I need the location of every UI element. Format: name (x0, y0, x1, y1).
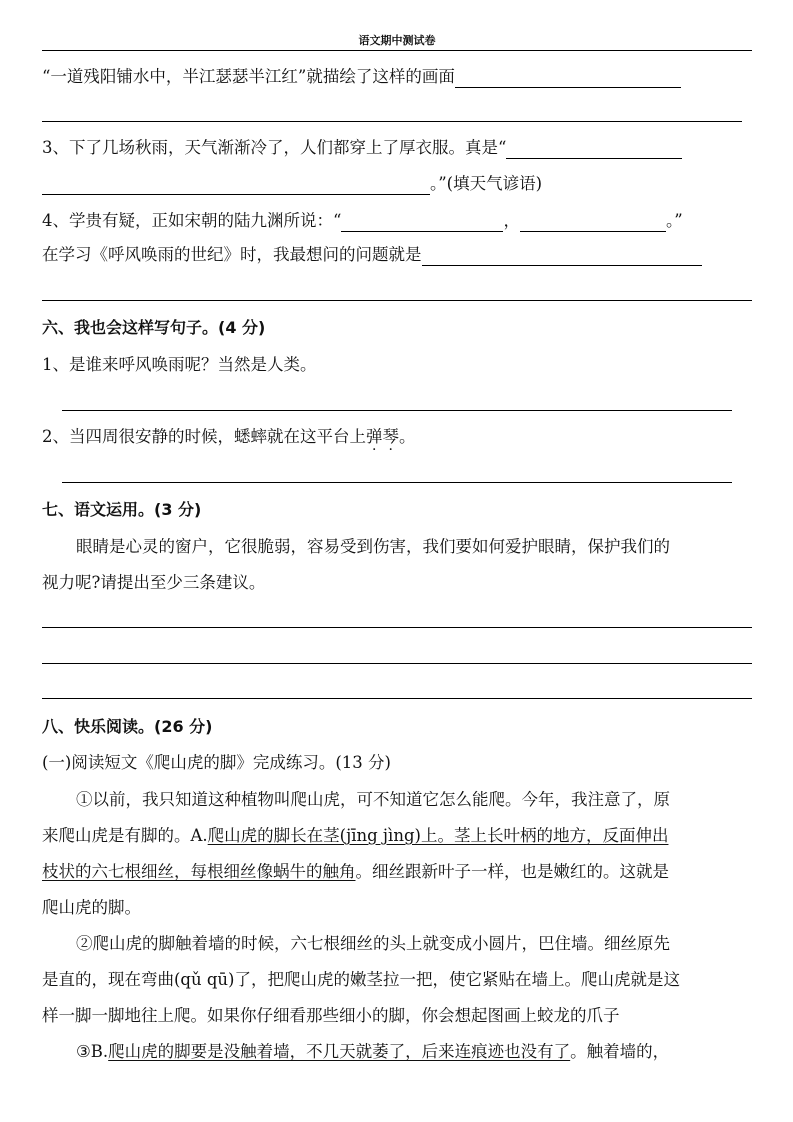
answer-line[interactable] (62, 410, 732, 411)
answer-line[interactable] (42, 627, 752, 628)
s5-q3-end: 。”(填天气谚语) (430, 174, 543, 193)
emphasis-char: 弹 (366, 427, 383, 446)
header-divider (42, 50, 752, 51)
s6-q2-text: 2、当四周很安静的时候，蟋蟀就在这平台上 (42, 427, 366, 446)
section-7-title: 七、语文运用。(3 分) (42, 500, 202, 519)
s8-subtitle: (一)阅读短文《爬山虎的脚》完成练习。(13 分) (42, 753, 391, 772)
s6-q2-end: 。 (399, 427, 416, 446)
answer-blank[interactable] (422, 248, 702, 266)
s5-q4-end: 。” (665, 211, 683, 230)
s5-q4-line2 (42, 244, 752, 266)
s8-p3-line-1 (42, 1041, 752, 1063)
emphasis-char: 琴 (382, 427, 399, 446)
answer-blank[interactable] (506, 141, 682, 159)
s8-p2-line-2: 是直的，现在弯曲(qǔ qū)了，把爬山虎的嫩茎拉一把，使它紧贴在墙上。爬山虎就是这 (42, 970, 680, 989)
s8-p1-text: 。细丝跟新叶子一样，也是嫩红的。这就是 (355, 862, 669, 881)
s5-q3 (42, 137, 752, 159)
s8-p1-line-3 (42, 861, 752, 883)
page-header-title: 语文期中测试卷 (358, 34, 436, 47)
answer-blank[interactable] (520, 214, 666, 232)
s6-q2 (42, 426, 752, 448)
answer-line[interactable] (42, 663, 752, 664)
s5-q4-text: 4、学贵有疑，正如宋朝的陆九渊所说：“ (42, 211, 342, 230)
underlined-sentence-a-cont: 枝状的六七根细丝，每根细丝像蜗牛的触角 (42, 862, 356, 881)
s5-q4 (42, 210, 752, 232)
underlined-sentence-a: 爬山虎的脚长在茎(jīng jìng)上。茎上长叶柄的地方，反面伸出 (207, 826, 669, 845)
answer-line[interactable] (42, 698, 752, 699)
s6-q1: 1、是谁来呼风唤雨呢？当然是人类。 (42, 355, 317, 374)
s8-p3-text: 。触着墙的， (570, 1042, 670, 1061)
s5-line-1-text: “一道残阳铺水中，半江瑟瑟半江红”就描绘了这样的画面 (42, 67, 455, 86)
s8-p1-line-1: ①以前，我只知道这种植物叫爬山虎，可不知道它怎么能爬。今年，我注意了，原 (76, 790, 670, 809)
answer-blank[interactable] (42, 177, 430, 195)
s8-p2-line-1: ②爬山虎的脚触着墙的时候，六七根细丝的头上就变成小圆片，巴住墙。细丝原先 (76, 934, 670, 953)
s5-line-1 (42, 66, 752, 88)
s7-para-line-1: 眼睛是心灵的窗户，它很脆弱，容易受到伤害，我们要如何爱护眼睛，保护我们的 (76, 537, 670, 556)
s5-q3-text: 3、下了几场秋雨，天气渐渐冷了，人们都穿上了厚衣服。真是“ (42, 138, 507, 157)
s5-q3-line2 (42, 173, 752, 195)
answer-line[interactable] (42, 121, 742, 122)
s7-para-line-2: 视力呢?请提出至少三条建议。 (42, 573, 266, 592)
s8-p1-line-4: 爬山虎的脚。 (42, 898, 141, 917)
answer-line[interactable] (42, 300, 752, 301)
answer-line[interactable] (62, 482, 732, 483)
underlined-sentence-b: 爬山虎的脚要是没触着墙，不几天就萎了，后来连痕迹也没有了 (108, 1042, 571, 1061)
section-8-title: 八、快乐阅读。(26 分) (42, 717, 213, 736)
s5-q4-comma: ， (503, 211, 520, 230)
answer-blank[interactable] (341, 214, 503, 232)
s8-p1-text: 来爬山虎是有脚的。A. (42, 826, 208, 845)
s8-p1-line-2 (42, 825, 752, 847)
s5-q4b-text: 在学习《呼风唤雨的世纪》时，我最想问的问题就是 (42, 245, 422, 264)
answer-blank[interactable] (455, 70, 681, 88)
s8-p3-text: ③B. (76, 1042, 109, 1061)
section-6-title: 六、我也会这样写句子。(4 分) (42, 318, 266, 337)
s8-p2-line-3: 样一脚一脚地往上爬。如果你仔细看那些细小的脚，你会想起图画上蛟龙的爪子 (42, 1006, 620, 1025)
